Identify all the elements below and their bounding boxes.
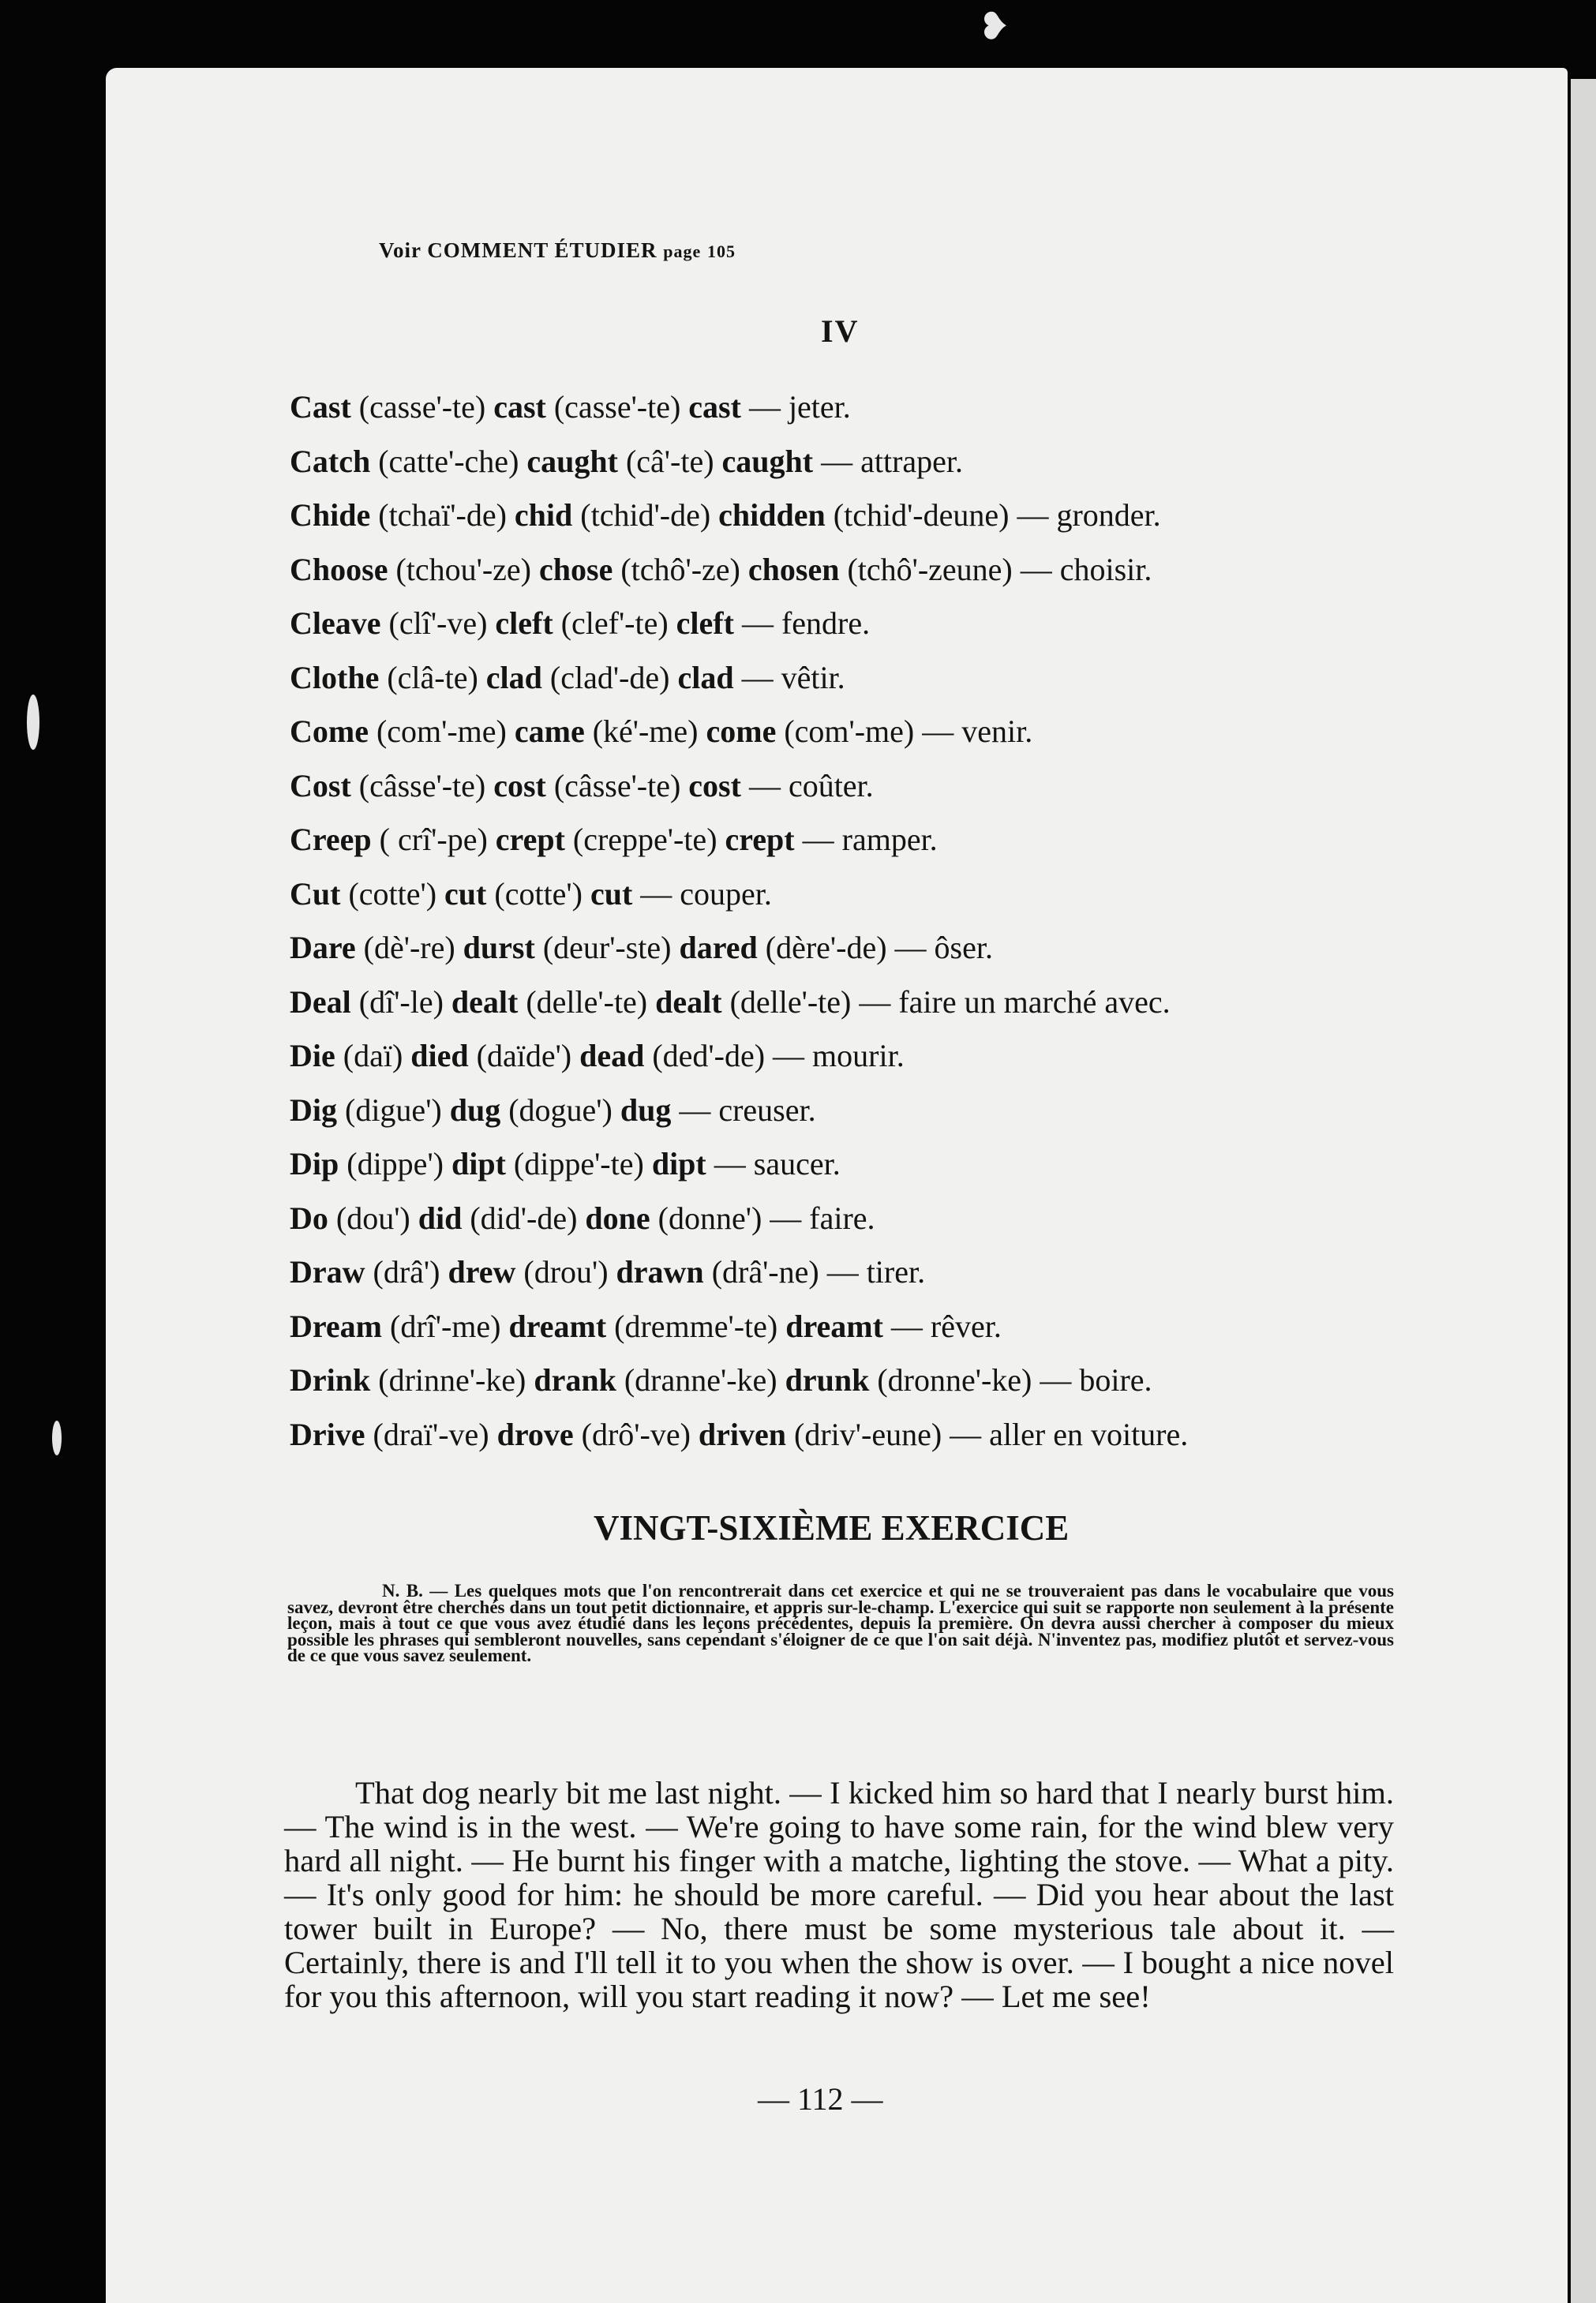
verb-past: drank [534, 1362, 616, 1398]
verb-base-pronunciation: (dou') [335, 1200, 410, 1236]
verb-past: dealt [451, 983, 519, 1020]
verb-past-pronunciation: (clad'-de) [549, 659, 670, 695]
verb-past-pronunciation: (tchid'-de) [580, 497, 711, 533]
scan-corner-mark: ❥ [979, 6, 1010, 47]
verb-past-participle: dared [679, 930, 758, 965]
verb-meaning: — attraper. [821, 443, 964, 479]
verb-meaning: — aller en voiture. [950, 1416, 1189, 1452]
verb-row [290, 1084, 1411, 1138]
verb-meaning: — couper. [640, 875, 772, 912]
verb-past-pronunciation: (creppe'-te) [572, 822, 717, 857]
verb-meaning: — venir. [922, 713, 1033, 749]
verb-row [290, 489, 1411, 543]
verb-past: caught [526, 443, 618, 479]
verb-meaning: — rêver. [890, 1308, 1002, 1344]
verb-past-participle: dug [620, 1092, 672, 1128]
verb-base-pronunciation: (drâ') [373, 1254, 440, 1290]
verb-base: Chide [290, 497, 371, 533]
verb-past-pronunciation: (câ'-te) [625, 443, 714, 479]
verb-past-pronunciation: (casse'-te) [553, 389, 681, 425]
verb-meaning: — ramper. [802, 822, 938, 857]
verb-past-participle: done [585, 1200, 650, 1236]
verb-base-pronunciation: (cotte') [348, 875, 437, 912]
verb-base: Deal [290, 983, 351, 1020]
verb-past-pronunciation: (did'-de) [470, 1200, 578, 1236]
verb-past-pronunciation: (clef'-te) [560, 605, 669, 641]
verb-past: died [410, 1038, 469, 1073]
verb-row [290, 1029, 1411, 1084]
verb-past: cut [444, 875, 487, 912]
verb-row [290, 1408, 1411, 1462]
verb-base-pronunciation: (tchaï'-de) [378, 497, 507, 533]
verb-meaning: — creuser. [679, 1092, 816, 1128]
verb-row [290, 813, 1411, 867]
verb-row [290, 1192, 1411, 1246]
verb-meaning: — tirer. [826, 1254, 926, 1290]
verb-row [290, 759, 1411, 814]
verb-past-participle-pronunciation: (com'-me) [784, 713, 915, 749]
exercise-title: VINGT-SIXIÈME EXERCICE [594, 1508, 1070, 1548]
verb-base: Clothe [290, 659, 380, 695]
verb-base-pronunciation: (dippe') [347, 1146, 444, 1181]
verb-meaning: — faire un marché avec. [859, 983, 1171, 1020]
verb-past-pronunciation: (cotte') [494, 875, 583, 912]
study-reference-page-word: page [663, 242, 702, 261]
scan-speck [52, 1421, 62, 1455]
verb-past-participle-pronunciation: (drâ'-ne) [711, 1254, 819, 1290]
verb-base-pronunciation: (dî'-le) [358, 983, 444, 1020]
verb-base: Dream [290, 1308, 382, 1344]
verb-past: crept [495, 822, 565, 857]
verb-past-pronunciation: (dremme'-te) [614, 1308, 778, 1344]
verb-base-pronunciation: (drî'-me) [390, 1308, 501, 1344]
verb-row [290, 435, 1411, 489]
verb-meaning: — jeter. [748, 389, 851, 425]
verb-past-participle: dreamt [785, 1308, 883, 1344]
verb-base: Draw [290, 1254, 365, 1290]
verb-row [290, 1137, 1411, 1192]
exercise-text: That dog nearly bit me last night. — I kicked him so hard that I nearly burst him. — The wind is in the west. — We're going to have some rain, for the wind blew very hard all night. — He burnt his finger with a matche, lighting the stove. — What a pity. — It's only good for him: he should be more careful. — Did you hear about the last tower built in Europe? — No, there must be some mysterious tale about it. — Certainly, there is and I'll tell it to you when the show is over. — I bought a nice novel for you this afternoon, will you start reading it now? — Let me see! [284, 1775, 1394, 2014]
verb-past-participle: chosen [747, 551, 840, 587]
verb-base: Catch [290, 443, 371, 479]
verb-row [290, 1245, 1411, 1300]
verb-base: Cut [290, 875, 341, 912]
verb-past-participle: cut [590, 875, 633, 912]
verb-row [290, 651, 1411, 706]
verb-meaning: — ôser. [894, 930, 993, 965]
verb-past-participle: dipt [651, 1146, 706, 1181]
verb-base-pronunciation: (com'-me) [376, 713, 507, 749]
verb-base-pronunciation: (clî'-ve) [388, 605, 488, 641]
verb-base: Drink [290, 1362, 371, 1398]
verb-base: Cast [290, 389, 351, 425]
verb-past: did [418, 1200, 463, 1236]
nota-bene-note: N. B. — Les quelques mots que l'on rencontrerait dans cet exercice et qui ne se trouveraient pas dans le vocabulaire que vous savez, devront être cherchés dans un tout petit dictionnaire, et appris sur-le-champ. L'exercice qui suit se rapporte non seulement à la présente leçon, mais à tout ce que vous avez étudié dans les leçons précédentes, depuis la première. On devra aussi chercher à composer du mieux possible les phrases qui sembleront nouvelles, sans cependant s'éloigner de ce que l'on sait déjà. N'inventez pas, modifiez plutôt et servez-vous de ce que vous savez seulement. [287, 1581, 1394, 1665]
verb-past-pronunciation: (daïde') [476, 1038, 572, 1073]
verb-base: Dip [290, 1146, 339, 1181]
verb-base: Creep [290, 822, 372, 857]
verb-base-pronunciation: (câsse'-te) [358, 767, 486, 803]
verb-past-pronunciation: (delle'-te) [526, 983, 648, 1020]
verb-past-participle: cost [688, 767, 741, 803]
verb-past-pronunciation: (tchô'-ze) [620, 551, 740, 587]
verb-past-participle-pronunciation: (delle'-te) [729, 983, 852, 1020]
verb-past-pronunciation: (dippe'-te) [513, 1146, 644, 1181]
verb-base-pronunciation: (clâ-te) [387, 659, 478, 695]
verb-past: dreamt [508, 1308, 607, 1344]
verb-row [290, 867, 1411, 922]
scan-speck [27, 695, 39, 750]
verb-meaning: — coûter. [748, 767, 874, 803]
verb-past-participle-pronunciation: (driv'-eune) [794, 1416, 942, 1452]
verb-meaning: — saucer. [714, 1146, 841, 1181]
verb-past-participle: driven [698, 1416, 787, 1452]
verb-past-pronunciation: (drou') [523, 1254, 609, 1290]
verb-past-participle: cleft [676, 605, 734, 641]
verb-row [290, 921, 1411, 975]
verb-base: Dig [290, 1092, 337, 1128]
verb-row [290, 597, 1411, 651]
verb-past: chose [539, 551, 613, 587]
verb-past: chid [514, 497, 573, 533]
verb-meaning: — fendre. [741, 605, 871, 641]
verb-meaning: — vêtir. [741, 659, 845, 695]
verb-base: Do [290, 1200, 328, 1236]
verb-base-pronunciation: (dè'-re) [363, 930, 455, 965]
verb-base-pronunciation: (drinne'-ke) [378, 1362, 526, 1398]
verb-past-pronunciation: (dranne'-ke) [624, 1362, 777, 1398]
irregular-verb-list [290, 380, 1411, 1462]
verb-past: dug [449, 1092, 501, 1128]
verb-past-pronunciation: (deur'-ste) [542, 930, 672, 965]
verb-past-participle: drawn [616, 1254, 704, 1290]
verb-row [290, 380, 1411, 435]
verb-past-participle-pronunciation: (ded'-de) [652, 1038, 766, 1073]
verb-past: dipt [451, 1146, 506, 1181]
verb-past-participle: chidden [718, 497, 826, 533]
verb-base-pronunciation: (draï'-ve) [373, 1416, 489, 1452]
verb-base: Cost [290, 767, 351, 803]
verb-past-participle-pronunciation: (tchô'-zeune) [847, 551, 1013, 587]
verb-past: clad [485, 659, 542, 695]
verb-row [290, 1300, 1411, 1354]
verb-meaning: — gronder. [1017, 497, 1161, 533]
verb-base: Die [290, 1038, 335, 1073]
verb-past-participle-pronunciation: (donne') [658, 1200, 762, 1236]
verb-past: came [514, 713, 585, 749]
verb-row [290, 975, 1411, 1030]
verb-base-pronunciation: (daï) [343, 1038, 403, 1073]
verb-past: cost [493, 767, 546, 803]
verb-past: drove [496, 1416, 574, 1452]
verb-past-pronunciation: (dogue') [508, 1092, 613, 1128]
verb-past-participle: dead [579, 1038, 645, 1073]
verb-base: Come [290, 713, 369, 749]
verb-past-participle-pronunciation: (dronne'-ke) [877, 1362, 1032, 1398]
verb-base-pronunciation: (catte'-che) [378, 443, 519, 479]
verb-meaning: — boire. [1040, 1362, 1152, 1398]
verb-past-pronunciation: (câsse'-te) [553, 767, 681, 803]
verb-row [290, 1354, 1411, 1408]
verb-base: Dare [290, 930, 356, 965]
next-page-edge [1571, 79, 1596, 2303]
study-reference-prefix: Voir COMMENT ÉTUDIER [379, 238, 658, 262]
verb-base: Drive [290, 1416, 365, 1452]
section-number: IV [821, 313, 860, 349]
verb-base-pronunciation: (tchou'-ze) [395, 551, 531, 587]
verb-base-pronunciation: ( crî'-pe) [379, 822, 488, 857]
verb-meaning: — faire. [770, 1200, 875, 1236]
verb-base-pronunciation: (casse'-te) [358, 389, 486, 425]
verb-past-participle: come [706, 713, 777, 749]
verb-past: cleft [495, 605, 553, 641]
verb-past-participle: caught [721, 443, 814, 479]
verb-meaning: — mourir. [773, 1038, 905, 1073]
verb-row [290, 543, 1411, 597]
verb-past-pronunciation: (drô'-ve) [581, 1416, 691, 1452]
verb-past-participle: crept [725, 822, 795, 857]
verb-past-participle: dealt [655, 983, 722, 1020]
verb-meaning: — choisir. [1020, 551, 1152, 587]
page-number: — 112 — [758, 2081, 883, 2117]
verb-past-participle: cast [688, 389, 741, 425]
verb-past-participle: drunk [785, 1362, 870, 1398]
verb-past: drew [448, 1254, 516, 1290]
verb-past-pronunciation: (ké'-me) [592, 713, 699, 749]
verb-past: cast [493, 389, 546, 425]
verb-base-pronunciation: (digue') [345, 1092, 442, 1128]
study-reference-page: 105 [707, 242, 736, 261]
verb-base: Choose [290, 551, 388, 587]
verb-past: durst [463, 930, 535, 965]
verb-past-participle: clad [677, 659, 734, 695]
verb-past-participle-pronunciation: (tchid'-deune) [833, 497, 1010, 533]
verb-base: Cleave [290, 605, 381, 641]
study-reference-note [379, 238, 736, 263]
verb-past-participle-pronunciation: (dère'-de) [765, 930, 887, 965]
verb-row [290, 705, 1411, 759]
